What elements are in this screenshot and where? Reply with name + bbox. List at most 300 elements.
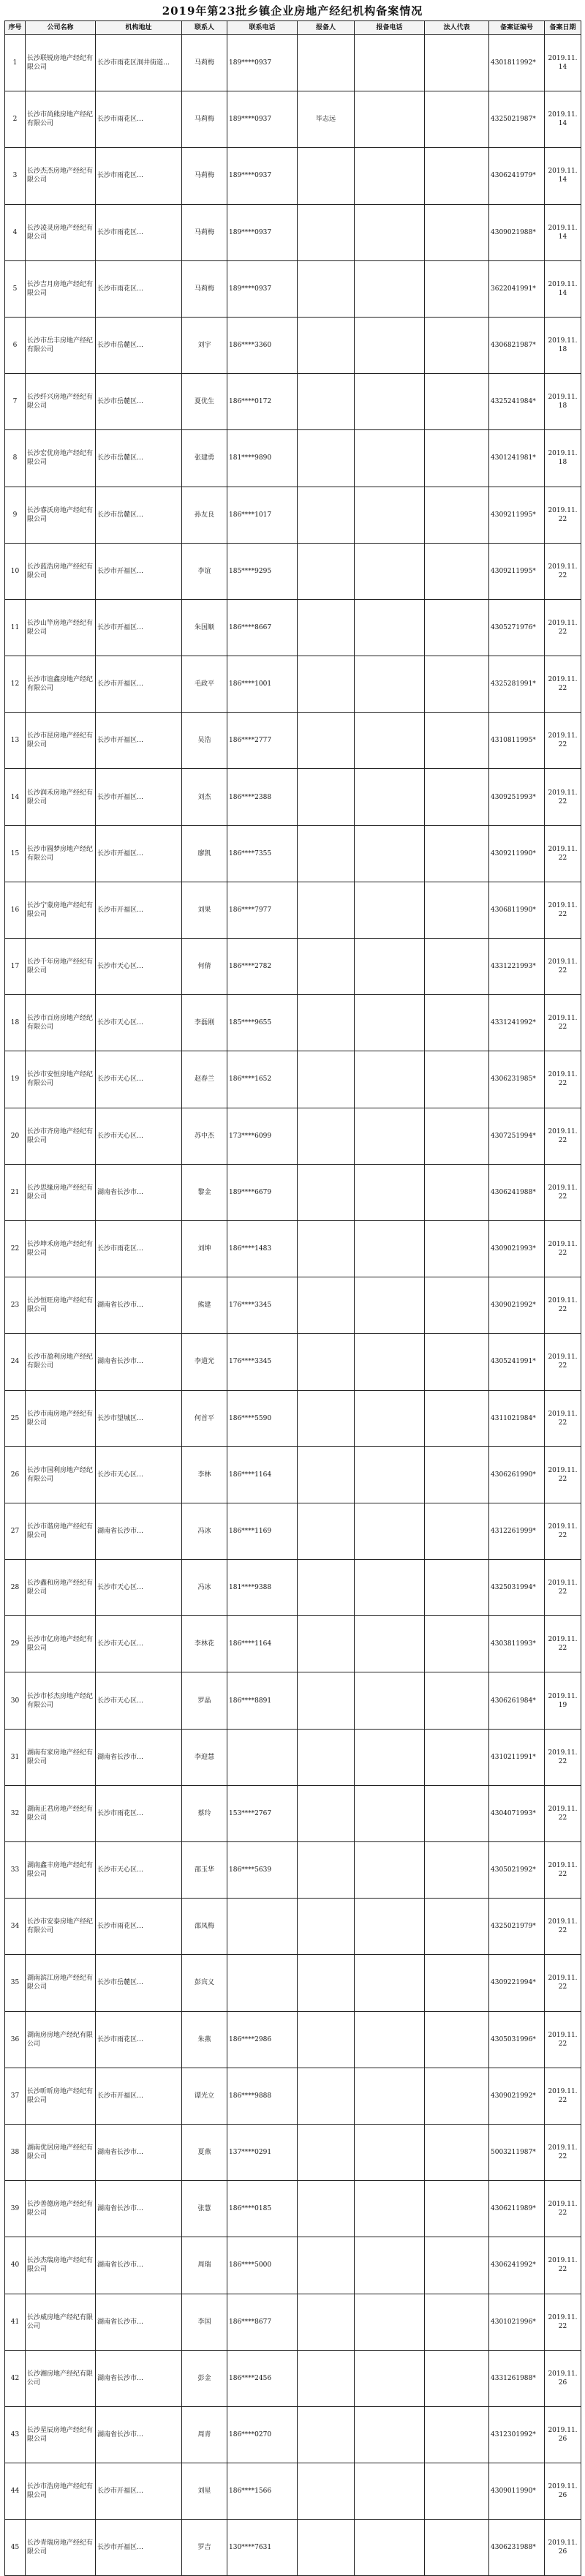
table-cell (298, 2237, 355, 2294)
table-cell: 11 (5, 599, 26, 656)
table-cell: 长沙市开福区… (96, 599, 182, 656)
table-cell: 4305271976* (489, 599, 545, 656)
table-cell: 长沙市岳麓区… (96, 374, 182, 430)
table-cell: 27 (5, 1503, 26, 1559)
table-cell (298, 2011, 355, 2068)
table-cell: 4306211989* (489, 2181, 545, 2237)
table-cell (425, 713, 489, 769)
table-cell (425, 882, 489, 938)
table-cell: 长沙思缘房地产经纪有限公司 (26, 1164, 96, 1220)
table-cell: 周瑞 (182, 2237, 227, 2294)
table-cell: 189****0937 (227, 91, 298, 148)
table-cell: 彭宾义 (182, 1955, 227, 2011)
table-cell (425, 35, 489, 91)
table-row (5, 1842, 581, 1899)
table-cell: 5 (5, 260, 26, 317)
table-cell: 长沙市天心区… (96, 1051, 182, 1108)
table-cell: 周青 (182, 2406, 227, 2463)
table-row (5, 2350, 581, 2406)
table-cell: 湖南省长沙市… (96, 2237, 182, 2294)
table-cell: 16 (5, 882, 26, 938)
table-cell (425, 1220, 489, 1277)
table-cell: 2019.11.22 (545, 599, 581, 656)
table-cell (355, 995, 425, 1051)
table-cell (355, 260, 425, 317)
table-cell (425, 2237, 489, 2294)
table-row (5, 91, 581, 148)
table-cell (425, 204, 489, 260)
table-cell (355, 2181, 425, 2237)
table-cell (355, 204, 425, 260)
table-cell: 孙友良 (182, 487, 227, 543)
table-cell: 长沙市岳麓区… (96, 430, 182, 487)
table-cell: 4303811993* (489, 1616, 545, 1672)
table-cell: 4325031994* (489, 1560, 545, 1616)
table-cell (298, 430, 355, 487)
table-cell: 186****2782 (227, 939, 298, 995)
table-cell (425, 2463, 489, 2520)
table-cell: 4331261988* (489, 2350, 545, 2406)
table-header-row (5, 21, 581, 35)
table-cell: 4325241984* (489, 374, 545, 430)
table-cell (298, 1503, 355, 1559)
table-cell: 186****2777 (227, 713, 298, 769)
table-cell (355, 1672, 425, 1729)
table-cell: 刘坤 (182, 1220, 227, 1277)
table-cell (355, 1277, 425, 1334)
table-row (5, 2237, 581, 2294)
table-cell: 19 (5, 1051, 26, 1108)
table-cell: 长沙市浩房地产经纪有限公司 (26, 2463, 96, 2520)
table-cell (355, 1051, 425, 1108)
table-cell (355, 882, 425, 938)
table-cell: 2019.11.22 (545, 2237, 581, 2294)
table-cell: 4309251993* (489, 769, 545, 825)
table-cell (298, 825, 355, 882)
table-cell (227, 1729, 298, 1785)
table-cell (425, 1560, 489, 1616)
table-cell (355, 1785, 425, 1841)
table-cell (298, 148, 355, 204)
table-row (5, 713, 581, 769)
table-cell: 20 (5, 1108, 26, 1164)
table-cell: 1 (5, 35, 26, 91)
table-cell (298, 1334, 355, 1390)
table-cell: 4304071993* (489, 1785, 545, 1841)
table-cell: 189****0937 (227, 35, 298, 91)
table-row (5, 260, 581, 317)
table-cell: 何首平 (182, 1390, 227, 1446)
table-cell: 湖南鑫丰房地产经纪有限公司 (26, 1842, 96, 1899)
table-cell: 长沙杰杰房地产经纪有限公司 (26, 148, 96, 204)
table-row (5, 1899, 581, 1955)
table-row (5, 1616, 581, 1672)
header-cell: 公司名称 (26, 21, 96, 35)
table-row (5, 656, 581, 713)
table-cell: 长沙市雨花区… (96, 204, 182, 260)
table-cell: 2019.11.22 (545, 1108, 581, 1164)
table-cell: 长沙市岳丰房地产经纪有限公司 (26, 317, 96, 373)
table-cell: 长沙市雨花区… (96, 2011, 182, 2068)
table-cell: 186****1169 (227, 1503, 298, 1559)
table-cell (298, 2406, 355, 2463)
table-cell (298, 2181, 355, 2237)
table-cell: 41 (5, 2294, 26, 2350)
table-cell: 4307251994* (489, 1108, 545, 1164)
table-cell: 马莉梅 (182, 204, 227, 260)
table-cell (425, 1334, 489, 1390)
table-cell: 长沙市开福区… (96, 882, 182, 938)
table-cell (298, 1108, 355, 1164)
table-cell: 186****9888 (227, 2068, 298, 2124)
registry-table (4, 20, 581, 2576)
table-cell (298, 1390, 355, 1446)
table-cell: 189****0937 (227, 260, 298, 317)
table-cell: 4305021992* (489, 1842, 545, 1899)
table-cell: 23 (5, 1277, 26, 1334)
table-cell (425, 91, 489, 148)
table-cell (355, 2237, 425, 2294)
table-cell: 13 (5, 713, 26, 769)
table-cell (355, 2124, 425, 2180)
table-cell (298, 35, 355, 91)
table-cell (355, 1955, 425, 2011)
table-cell (355, 35, 425, 91)
table-cell: 2019.11.22 (545, 1277, 581, 1334)
table-cell (298, 1955, 355, 2011)
table-cell: 长沙青瑞房地产经纪有限公司 (26, 2520, 96, 2576)
table-cell: 2019.11.22 (545, 543, 581, 599)
table-cell: 马莉梅 (182, 260, 227, 317)
table-cell (298, 204, 355, 260)
table-cell: 4305241991* (489, 1334, 545, 1390)
table-cell: 8 (5, 430, 26, 487)
table-cell: 长沙市开福区… (96, 2068, 182, 2124)
table-cell (298, 769, 355, 825)
table-row (5, 1785, 581, 1841)
table-cell: 2019.11.22 (545, 2068, 581, 2124)
table-cell: 2019.11.22 (545, 1051, 581, 1108)
table-cell: 2019.11.22 (545, 1220, 581, 1277)
table-cell: 李迎慧 (182, 1729, 227, 1785)
table-cell: 夏燕 (182, 2124, 227, 2180)
table-cell: 186****7355 (227, 825, 298, 882)
table-cell (425, 1503, 489, 1559)
table-cell: 长沙市岳麓区… (96, 317, 182, 373)
table-cell (355, 939, 425, 995)
table-cell (298, 1220, 355, 1277)
table-cell: 33 (5, 1842, 26, 1899)
table-cell: 2019.11.18 (545, 317, 581, 373)
table-cell: 长沙市开福区… (96, 825, 182, 882)
table-cell (355, 430, 425, 487)
table-row (5, 1672, 581, 1729)
table-cell (425, 2406, 489, 2463)
table-cell: 长沙市尚熊房地产经纪有限公司 (26, 91, 96, 148)
table-cell: 186****3360 (227, 317, 298, 373)
table-cell (355, 1899, 425, 1955)
table-cell (355, 713, 425, 769)
table-cell: 185****9295 (227, 543, 298, 599)
table-cell: 长沙吉月房地产经纪有限公司 (26, 260, 96, 317)
table-cell: 186****1652 (227, 1051, 298, 1108)
table-cell: 4325281991* (489, 656, 545, 713)
table-cell (425, 2294, 489, 2350)
table-row (5, 35, 581, 91)
table-cell: 10 (5, 543, 26, 599)
table-cell (298, 487, 355, 543)
table-cell (227, 1899, 298, 1955)
table-cell: 冯冰 (182, 1503, 227, 1559)
table-cell: 2019.11.22 (545, 1503, 581, 1559)
table-cell: 186****0185 (227, 2181, 298, 2237)
table-cell (425, 2520, 489, 2576)
table-cell: 长沙市开福区… (96, 656, 182, 713)
table-cell: 李林 (182, 1446, 227, 1503)
table-cell: 2019.11.22 (545, 1334, 581, 1390)
table-cell: 176****3345 (227, 1277, 298, 1334)
table-cell: 4301811992* (489, 35, 545, 91)
table-cell: 长沙市雨花区洞井街道… (96, 35, 182, 91)
table-cell: 2019.11.22 (545, 2124, 581, 2180)
table-cell (298, 1729, 355, 1785)
table-cell: 4309211995* (489, 487, 545, 543)
table-cell: 2019.11.22 (545, 1616, 581, 1672)
table-cell: 长沙市昆房地产经纪有限公司 (26, 713, 96, 769)
table-cell: 马莉梅 (182, 91, 227, 148)
header-cell: 联系人 (182, 21, 227, 35)
table-cell: 2019.11.26 (545, 2463, 581, 2520)
table-cell: 3622041991* (489, 260, 545, 317)
table-cell (425, 543, 489, 599)
table-cell: 153****2767 (227, 1785, 298, 1841)
table-cell: 2019.11.22 (545, 1899, 581, 1955)
table-cell: 长沙市天心区… (96, 1560, 182, 1616)
table-cell: 4309021988* (489, 204, 545, 260)
table-cell: 2019.11.22 (545, 1729, 581, 1785)
table-cell (425, 430, 489, 487)
table-cell: 2019.11.22 (545, 656, 581, 713)
table-cell (425, 825, 489, 882)
table-cell: 长沙市天心区… (96, 939, 182, 995)
table-cell: 张建勇 (182, 430, 227, 487)
table-cell (425, 1729, 489, 1785)
table-cell: 谭光立 (182, 2068, 227, 2124)
table-cell (227, 1955, 298, 2011)
table-cell: 长沙市雨花区… (96, 148, 182, 204)
table-cell: 湖南省长沙市… (96, 1164, 182, 1220)
table-cell: 2019.11.22 (545, 2181, 581, 2237)
table-cell: 朱国顺 (182, 599, 227, 656)
table-cell: 36 (5, 2011, 26, 2068)
table-cell: 长沙市雨花区… (96, 1220, 182, 1277)
table-cell: 4309021992* (489, 2068, 545, 2124)
table-cell: 湖南优居房地产经纪有限公司 (26, 2124, 96, 2180)
table-cell: 长沙市开福区… (96, 2520, 182, 2576)
table-cell (425, 260, 489, 317)
table-cell: 2019.11.22 (545, 769, 581, 825)
table-cell (355, 599, 425, 656)
table-cell: 长沙昕昕房地产经纪有限公司 (26, 2068, 96, 2124)
table-cell: 黎金 (182, 1164, 227, 1220)
table-cell: 长沙善德房地产经纪有限公司 (26, 2181, 96, 2237)
table-cell (425, 148, 489, 204)
table-cell (425, 1616, 489, 1672)
table-cell: 4312261999* (489, 1503, 545, 1559)
table-cell: 2019.11.22 (545, 882, 581, 938)
table-cell (425, 1899, 489, 1955)
header-cell: 联系电话 (227, 21, 298, 35)
table-cell: 44 (5, 2463, 26, 2520)
table-cell (355, 769, 425, 825)
table-cell: 蔡玲 (182, 1785, 227, 1841)
table-cell (298, 1616, 355, 1672)
table-cell (298, 1672, 355, 1729)
table-cell (425, 2181, 489, 2237)
table-cell: 2019.11.26 (545, 2520, 581, 2576)
table-cell: 2019.11.14 (545, 260, 581, 317)
table-row (5, 204, 581, 260)
table-cell: 4310811995* (489, 713, 545, 769)
table-cell: 2019.11.22 (545, 995, 581, 1051)
table-cell: 9 (5, 487, 26, 543)
table-cell: 长沙凌灵房地产经纪有限公司 (26, 204, 96, 260)
table-cell: 长沙市百房房地产经纪有限公司 (26, 995, 96, 1051)
table-cell: 长沙市国利房地产经纪有限公司 (26, 1446, 96, 1503)
table-cell: 4306231988* (489, 2520, 545, 2576)
table-cell: 长沙恒旺房地产经纪有限公司 (26, 1277, 96, 1334)
table-cell: 2019.11.14 (545, 35, 581, 91)
table-cell (355, 1108, 425, 1164)
table-cell: 刘星 (182, 2463, 227, 2520)
table-cell: 14 (5, 769, 26, 825)
table-row (5, 599, 581, 656)
table-cell: 廖凯 (182, 825, 227, 882)
table-cell: 长沙市望城区… (96, 1390, 182, 1446)
table-cell: 湖南省长沙市… (96, 1277, 182, 1334)
table-cell: 长沙纤兴房地产经纪有限公司 (26, 374, 96, 430)
table-cell: 长沙市齐房地产经纪有限公司 (26, 1108, 96, 1164)
table-cell: 181****9890 (227, 430, 298, 487)
table-cell: 长沙市雨花区… (96, 260, 182, 317)
table-cell: 长沙市天心区… (96, 1842, 182, 1899)
table-cell: 冯冰 (182, 1560, 227, 1616)
table-cell: 刘宇 (182, 317, 227, 373)
table-cell: 185****9655 (227, 995, 298, 1051)
table-cell (425, 1108, 489, 1164)
table-cell: 4325021987* (489, 91, 545, 148)
table-cell: 湖南有家房地产经纪有限公司 (26, 1729, 96, 1785)
table-cell (355, 2294, 425, 2350)
table-cell: 12 (5, 656, 26, 713)
header-cell: 机构地址 (96, 21, 182, 35)
table-cell: 21 (5, 1164, 26, 1220)
table-cell (425, 1672, 489, 1729)
table-row (5, 1051, 581, 1108)
table-cell (425, 317, 489, 373)
table-cell (355, 543, 425, 599)
table-cell (425, 656, 489, 713)
table-cell (355, 2463, 425, 2520)
table-cell (355, 1334, 425, 1390)
table-cell: 长沙市开福区… (96, 713, 182, 769)
table-cell (355, 2520, 425, 2576)
table-cell (355, 1560, 425, 1616)
table-cell: 189****0937 (227, 148, 298, 204)
table-cell: 长沙市雨花区… (96, 1785, 182, 1841)
table-cell: 长沙市开福区… (96, 769, 182, 825)
table-cell: 长沙威房地产经纪有限公司 (26, 2294, 96, 2350)
table-cell: 李道光 (182, 1334, 227, 1390)
table-cell: 4312301992* (489, 2406, 545, 2463)
table-cell: 毛政平 (182, 656, 227, 713)
table-cell: 彭金 (182, 2350, 227, 2406)
table-cell: 2019.11.22 (545, 2011, 581, 2068)
table-cell: 长沙市安恒房地产经纪有限公司 (26, 1051, 96, 1108)
table-cell: 186****1017 (227, 487, 298, 543)
table-cell (355, 1842, 425, 1899)
table-cell: 24 (5, 1334, 26, 1390)
table-cell: 2019.11.14 (545, 204, 581, 260)
table-cell: 181****9388 (227, 1560, 298, 1616)
table-cell: 长沙市亿房地产经纪有限公司 (26, 1616, 96, 1672)
table-cell (355, 1729, 425, 1785)
table-row (5, 1334, 581, 1390)
table-cell (355, 1390, 425, 1446)
table-cell: 长沙市岳麓区… (96, 1955, 182, 2011)
table-cell: 2019.11.22 (545, 1446, 581, 1503)
table-cell: 2019.11.18 (545, 430, 581, 487)
table-cell: 186****0270 (227, 2406, 298, 2463)
table-cell: 2019.11.26 (545, 2406, 581, 2463)
table-cell: 长沙联锐房地产经纪有限公司 (26, 35, 96, 91)
table-cell (298, 2520, 355, 2576)
table-cell: 熊建 (182, 1277, 227, 1334)
table-cell: 2019.11.22 (545, 1785, 581, 1841)
table-body (5, 35, 581, 2576)
table-cell: 186****1164 (227, 1446, 298, 1503)
table-cell: 31 (5, 1729, 26, 1785)
table-row (5, 1955, 581, 2011)
table-cell: 30 (5, 1672, 26, 1729)
table-cell (425, 1446, 489, 1503)
table-row (5, 825, 581, 882)
table-cell: 李谊 (182, 543, 227, 599)
table-cell: 2019.11.22 (545, 713, 581, 769)
table-cell: 4331241992* (489, 995, 545, 1051)
table-cell (425, 487, 489, 543)
table-cell: 4 (5, 204, 26, 260)
table-cell (355, 2068, 425, 2124)
table-row (5, 2011, 581, 2068)
table-cell (298, 1446, 355, 1503)
table-cell (298, 1842, 355, 1899)
table-cell: 长沙湘房地产经纪有限公司 (26, 2350, 96, 2406)
table-cell: 长沙山竿房地产经纪有限公司 (26, 599, 96, 656)
table-row (5, 1503, 581, 1559)
table-cell: 苏中杰 (182, 1108, 227, 1164)
table-cell (425, 1785, 489, 1841)
table-cell: 赵春兰 (182, 1051, 227, 1108)
table-row (5, 374, 581, 430)
table-cell: 15 (5, 825, 26, 882)
table-row (5, 2181, 581, 2237)
table-cell: 湖南省长沙市… (96, 1729, 182, 1785)
table-row (5, 2124, 581, 2180)
table-cell (425, 1955, 489, 2011)
table-row (5, 1220, 581, 1277)
table-cell: 4305031996* (489, 2011, 545, 2068)
